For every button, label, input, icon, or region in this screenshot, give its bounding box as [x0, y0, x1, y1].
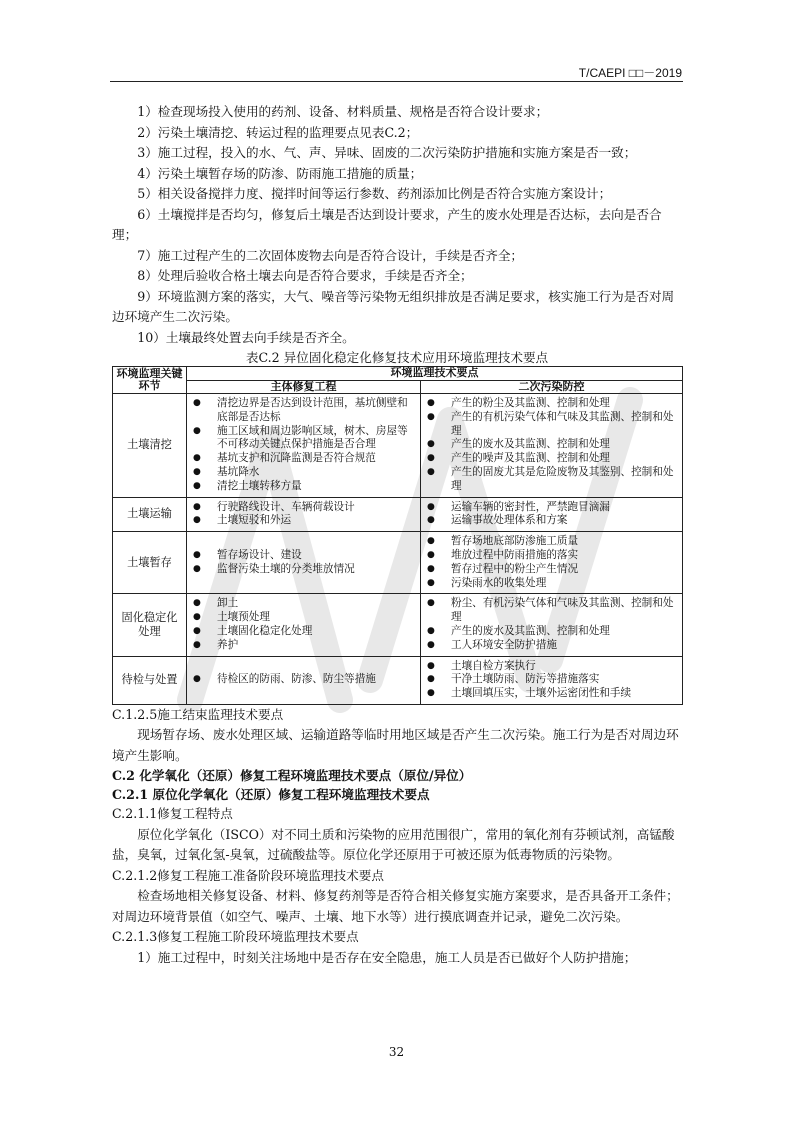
section-c2113-title: C.2.1.3修复工程施工阶段环境监理技术要点: [112, 929, 359, 945]
row-step-name: 土壤运输: [113, 497, 187, 532]
bullet-item: ● 暂存场设计、建设: [191, 549, 416, 563]
header-secondary-pollution: 二次污染防控: [421, 380, 683, 394]
bullet-item: ● 基坑支护和沉降监测是否符合规范: [191, 452, 416, 466]
requirement-item: 8）处理后验收合格土壤去向是否符合要求，手续是否齐全；: [137, 268, 473, 283]
bullet-item: ● 土壤自检方案执行: [425, 660, 678, 674]
secondary-pollution-cell: [421, 594, 683, 656]
row-step-name: 土壤暂存: [113, 532, 187, 594]
table-row: [113, 497, 683, 532]
bullet-item: ● 土壤短驳和外运: [191, 514, 416, 528]
section-c2111-title: C.2.1.1修复工程特点: [112, 806, 233, 822]
table-caption: 表C.2 异位固化稳定化修复技术应用环境监理技术要点: [245, 350, 549, 365]
bullet-item: ● 施工区域和周边影响区域，树木、房屋等不可移动关键点保护措施是否合理: [191, 425, 416, 453]
bullet-item: ● 污染雨水的收集处理: [425, 577, 678, 591]
bullet-item: ● 堆放过程中防雨措施的落实: [425, 549, 678, 563]
bullet-item: ● 粉尘、有机污染气体和气味及其监测、控制和处理: [425, 597, 678, 625]
requirement-list: [112, 102, 682, 348]
bullet-item: ● 卸土: [191, 597, 416, 611]
bullet-item: ● 清挖边界是否达到设计范围，基坑侧壁和底部是否达标: [191, 397, 416, 425]
bullet-item: ● 运输事故处理体系和方案: [425, 514, 678, 528]
bullet-item: ● 产生的废水及其监测、控制和处理: [425, 625, 678, 639]
row-step-name: 土壤清挖: [113, 394, 187, 498]
bullet-item: ● 产生的有机污染气体和气味及其监测、控制和处理: [425, 411, 678, 439]
page-number: 32: [388, 1045, 405, 1059]
table-row: [113, 394, 683, 498]
header-main-works: 主体修复工程: [187, 380, 421, 394]
requirement-item: 7）施工过程产生的二次固体废物去向是否符合设计，手续是否齐全；: [137, 247, 524, 263]
row-step-name: 固化稳定化处理: [113, 594, 187, 656]
table-row: [113, 532, 683, 594]
section-c2112-text: 检查场地相关修复设备、材料、修复药剂等是否符合相关修复实施方案要求，是否具备开工条件；对周边环境背景值（如空气、噪声、土壤、地下水等）进行摸底调查并记录，避免二次污染。: [112, 888, 679, 924]
bullet-item: ● 暂存过程中的粉尘产生情况: [425, 563, 678, 577]
requirement-item: 6）土壤搅拌是否均匀，修复后土壤是否达到设计要求，产生的废水处理是否达标，去向是否合理；: [112, 206, 662, 242]
bullet-item: ● 土壤固化稳定化处理: [191, 625, 416, 639]
requirement-item: 10）土壤最终处置去向手续是否齐全。: [137, 329, 355, 345]
monitoring-table: [112, 366, 683, 705]
bullet-item: ● 土壤回填压实，土壤外运密闭性和手续: [425, 687, 678, 701]
main-works-cell: [187, 497, 421, 532]
requirement-item: 4）污染土壤暂存场的防渗、防雨施工措施的质量；: [137, 165, 423, 181]
bullet-item: ● 产生的固废尤其是危险废物及其鉴别、控制和处理: [425, 466, 678, 494]
section-c125-title: C.1.2.5施工结束监理技术要点: [112, 706, 284, 722]
document-code: T/CAEPI □□－2019: [578, 66, 682, 80]
bullet-item: ● 产生的噪声及其监测、控制和处理: [425, 452, 678, 466]
secondary-pollution-cell: [421, 532, 683, 594]
row-step-name: 待检与处置: [113, 656, 187, 704]
secondary-pollution-cell: [421, 394, 683, 498]
bullet-item: ● 运输车辆的密封性，严禁跑冒滴漏: [425, 501, 678, 515]
header-rule: [110, 81, 683, 82]
requirement-item: 5）相关设备搅拌力度、搅拌时间等运行参数、药剂添加比例是否符合实施方案设计；: [137, 186, 612, 201]
requirement-item: 2）污染土壤清挖、转运过程的监理要点见表C.2；: [137, 124, 419, 140]
section-c2112-title: C.2.1.2修复工程施工准备阶段环境监理技术要点: [112, 867, 384, 883]
bullet-item: ● 清挖土壤转移方量: [191, 480, 416, 494]
section-c21-title: C.2.1 原位化学氧化（还原）修复工程环境监理技术要点: [112, 787, 430, 803]
bullet-item: ● 干净土壤防雨、防污等措施落实: [425, 673, 678, 687]
section-c125-text: 现场暂存场、废水处理区域、运输道路等临时用地区域是否产生二次污染。施工行为是否对周边环境产生影响。: [112, 727, 679, 763]
header-key-step: 环境监理关键环节: [113, 367, 187, 394]
requirement-item: 3）施工过程，投入的水、气、声、异味、固废的二次污染防护措施和实施方案是否一致；: [137, 145, 637, 160]
bullet-item: ● 土壤预处理: [191, 611, 416, 625]
bullet-item: ● 基坑降水: [191, 466, 416, 480]
table-row: [113, 594, 683, 656]
bullet-item: ● 产生的废水及其监测、控制和处理: [425, 438, 678, 452]
main-works-cell: [187, 594, 421, 656]
secondary-pollution-cell: [421, 656, 683, 704]
bullet-item: ● 产生的粉尘及其监测、控制和处理: [425, 397, 678, 411]
bullet-item: ● 行驶路线设计、车辆荷载设计: [191, 501, 416, 515]
main-works-cell: [187, 656, 421, 704]
section-c2113-text: 1）施工过程中，时刻关注场地中是否存在安全隐患，施工人员是否已做好个人防护措施；: [137, 949, 637, 965]
requirement-item: 1）检查现场投入使用的药剂、设备、材料质量、规格是否符合设计要求；: [137, 104, 549, 119]
section-c2-title: C.2 化学氧化（还原）修复工程环境监理技术要点（原位/异位）: [112, 768, 472, 784]
main-works-cell: [187, 532, 421, 594]
requirement-item: 9）环境监测方案的落实，大气、噪音等污染物无组织排放是否满足要求，核实施工行为是否对周边环境产生二次污染。: [112, 288, 675, 324]
bullet-item: ● 待检区的防雨、防渗、防尘等措施: [191, 673, 416, 687]
table-row: [113, 656, 683, 704]
main-works-cell: [187, 394, 421, 498]
section-c2111-text: 原位化学氧化（ISCO）对不同土质和污染物的应用范围很广，常用的氧化剂有芬顿试剂，高锰酸盐，臭氧，过氧化氢-臭氧，过硫酸盐等。原位化学还原用于可被还原为低毒物质的污染物。: [112, 826, 675, 863]
secondary-pollution-cell: [421, 497, 683, 532]
bullet-item: ● 暂存场地底部防渗施工质量: [425, 535, 678, 549]
header-technical-points: 环境监理技术要点: [187, 367, 683, 381]
bullet-item: ● 养护: [191, 639, 416, 653]
bullet-item: ● 工人环境安全防护措施: [425, 639, 678, 653]
page-content: [112, 102, 682, 968]
bullet-item: ● 监督污染土壤的分类堆放情况: [191, 563, 416, 577]
